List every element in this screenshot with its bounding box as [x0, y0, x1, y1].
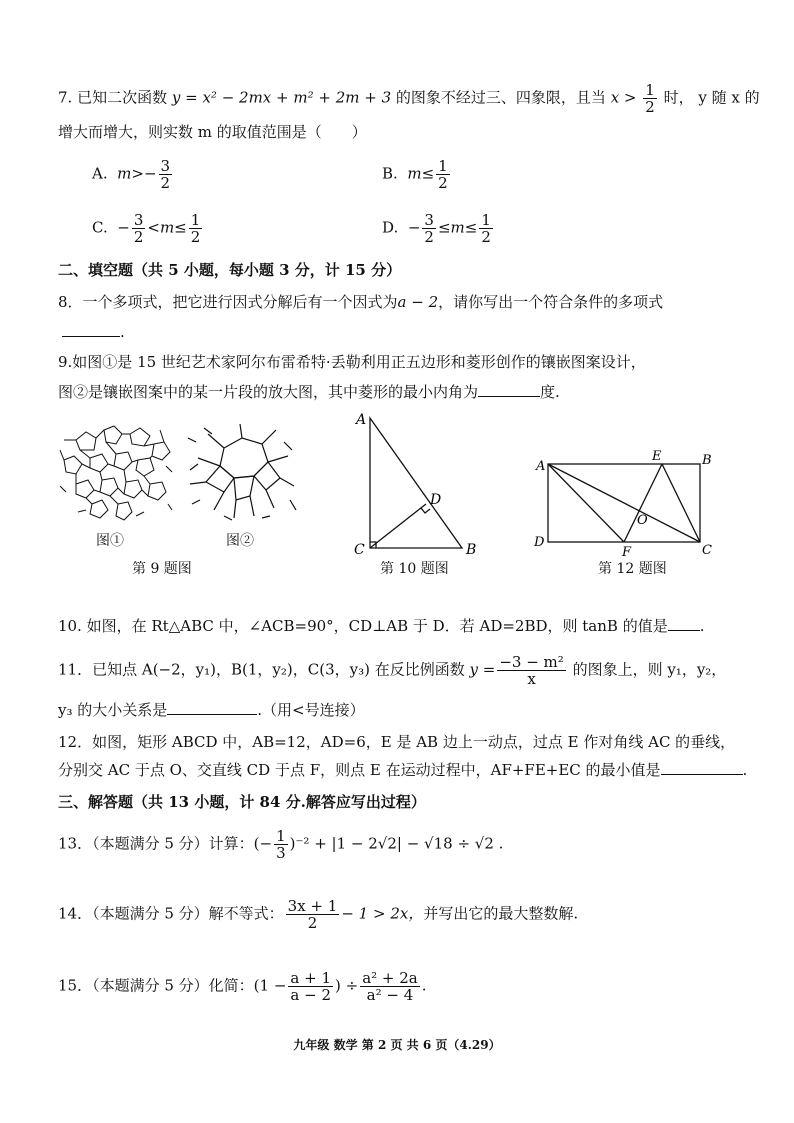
- q8-line1: 8．一个多项式，把它进行因式分解后有一个因式为a − 2，请你写出一个符合条件的多项式: [58, 293, 664, 311]
- q7-option-a[interactable]: A. m>− $\frac{3}{2}$: [92, 157, 171, 192]
- page-footer: 九年级 数学 第 2 页 共 6 页（4.29）: [293, 1038, 501, 1052]
- fig10-point-c: C: [354, 542, 365, 558]
- q7-option-d[interactable]: D. − $\frac{3}{2}$ ≤m≤ $\frac{1}{2}$: [382, 211, 491, 246]
- q10-answer-blank[interactable]: [668, 616, 700, 631]
- q12-answer-blank[interactable]: [661, 760, 743, 775]
- fig12-point-c: C: [702, 543, 712, 558]
- fig12-point-d: D: [534, 535, 545, 550]
- section-3-heading: 三、解答题（共 13 小题，计 84 分.解答应写出过程）: [58, 793, 426, 811]
- fig10-triangle: [350, 408, 490, 558]
- q8-answer-line[interactable]: .: [62, 322, 125, 342]
- q7-cond-fraction: $\frac{1}{2}$: [645, 81, 655, 116]
- q9-answer-blank[interactable]: [478, 382, 540, 397]
- q11-line1: 11．已知点 A(−2，y₁)，B(1，y₂)，C(3，y₃) 在反比例函数 y = $\frac{\text{−3 − m²}}{x}$ 的图象上，则 y₁，y₂，: [58, 653, 727, 688]
- fig10-point-a: A: [356, 412, 367, 428]
- q11-answer-blank[interactable]: [167, 700, 257, 715]
- q7-line1: 7. 已知二次函数 y = x² − 2mx + m² + 2m + 3 的图象不经过三、四象限，且当 x > $\frac{1}{2}$ 时， y 随 x 的: [58, 81, 760, 116]
- fig12-point-o: O: [637, 513, 648, 528]
- fig9-2-label: 图②: [226, 533, 254, 549]
- fig9-caption: 第 9 题图: [132, 561, 192, 577]
- fig9-tessellation: [56, 420, 176, 524]
- q9-line2: 图②是镶嵌图案中的某一片段的放大图，其中菱形的最小内角为 度.: [58, 383, 560, 401]
- q9-line1: 9.如图①是 15 世纪艺术家阿尔布雷希特·丢勒利用正五边形和菱形创作的镶嵌图案设计，: [58, 353, 646, 371]
- q14-line: 14．（本题满分 5 分）解不等式： $\frac{3x + 1}{2}$ − 1 > 2x，并写出它的最大整数解.: [58, 897, 579, 932]
- q12-line1: 12．如图，矩形 ABCD 中，AB=12，AD=6，E 是 AB 边上一动点，过点 E 作对角线 AC 的垂线，: [58, 733, 736, 751]
- fig12-point-a: A: [536, 459, 546, 474]
- fig12-caption: 第 12 题图: [598, 561, 667, 577]
- q7-equation: y = x² − 2mx + m² + 2m + 3: [171, 88, 392, 107]
- fig10-caption: 第 10 题图: [380, 561, 449, 577]
- q15-line: 15．（本题满分 5 分）化简：(1 − $\frac{a + 1}{a - 2}$ ) ÷ $\frac{\text{a² + 2a}}{\text{a² − 4}}$ .: [58, 969, 427, 1004]
- fig12-point-b: B: [702, 453, 712, 468]
- q7-line2: 增大而增大，则实数 m 的取值范围是（ ）: [58, 123, 367, 141]
- q12-line2: 分别交 AC 于点 O、交直线 CD 于点 F，则点 E 在运动过程中，AF+FE+EC 的最小值是 .: [58, 761, 748, 779]
- fig12-point-f: F: [622, 545, 632, 558]
- fig10-point-b: B: [466, 542, 477, 558]
- q7-option-c[interactable]: C. − $\frac{3}{2}$ <m≤ $\frac{1}{2}$: [92, 211, 201, 246]
- q13-line: 13．（本题满分 5 分）计算：(− $\frac{1}{3}$ )⁻² + |1 − 2√2| − √18 ÷ √2 .: [58, 827, 504, 862]
- fig10-point-d: D: [430, 492, 442, 508]
- fig12-point-e: E: [652, 449, 662, 464]
- q11-line2: y₃ 的大小关系是 .（用<号连接）: [58, 701, 365, 719]
- fig9-1-label: 图①: [96, 533, 124, 549]
- section-2-heading: 二、填空题（共 5 小题，每小题 3 分，计 15 分）: [58, 261, 402, 279]
- q10-line: 10. 如图，在 Rt△ABC 中，∠ACB=90°，CD⊥AB 于 D．若 AD=2BD，则 tanB 的值是 .: [58, 617, 705, 635]
- q7-option-b[interactable]: B. m≤ $\frac{1}{2}$: [382, 157, 448, 192]
- fig12-rectangle: [532, 448, 722, 558]
- fig9-enlarged-fragment: [184, 420, 300, 524]
